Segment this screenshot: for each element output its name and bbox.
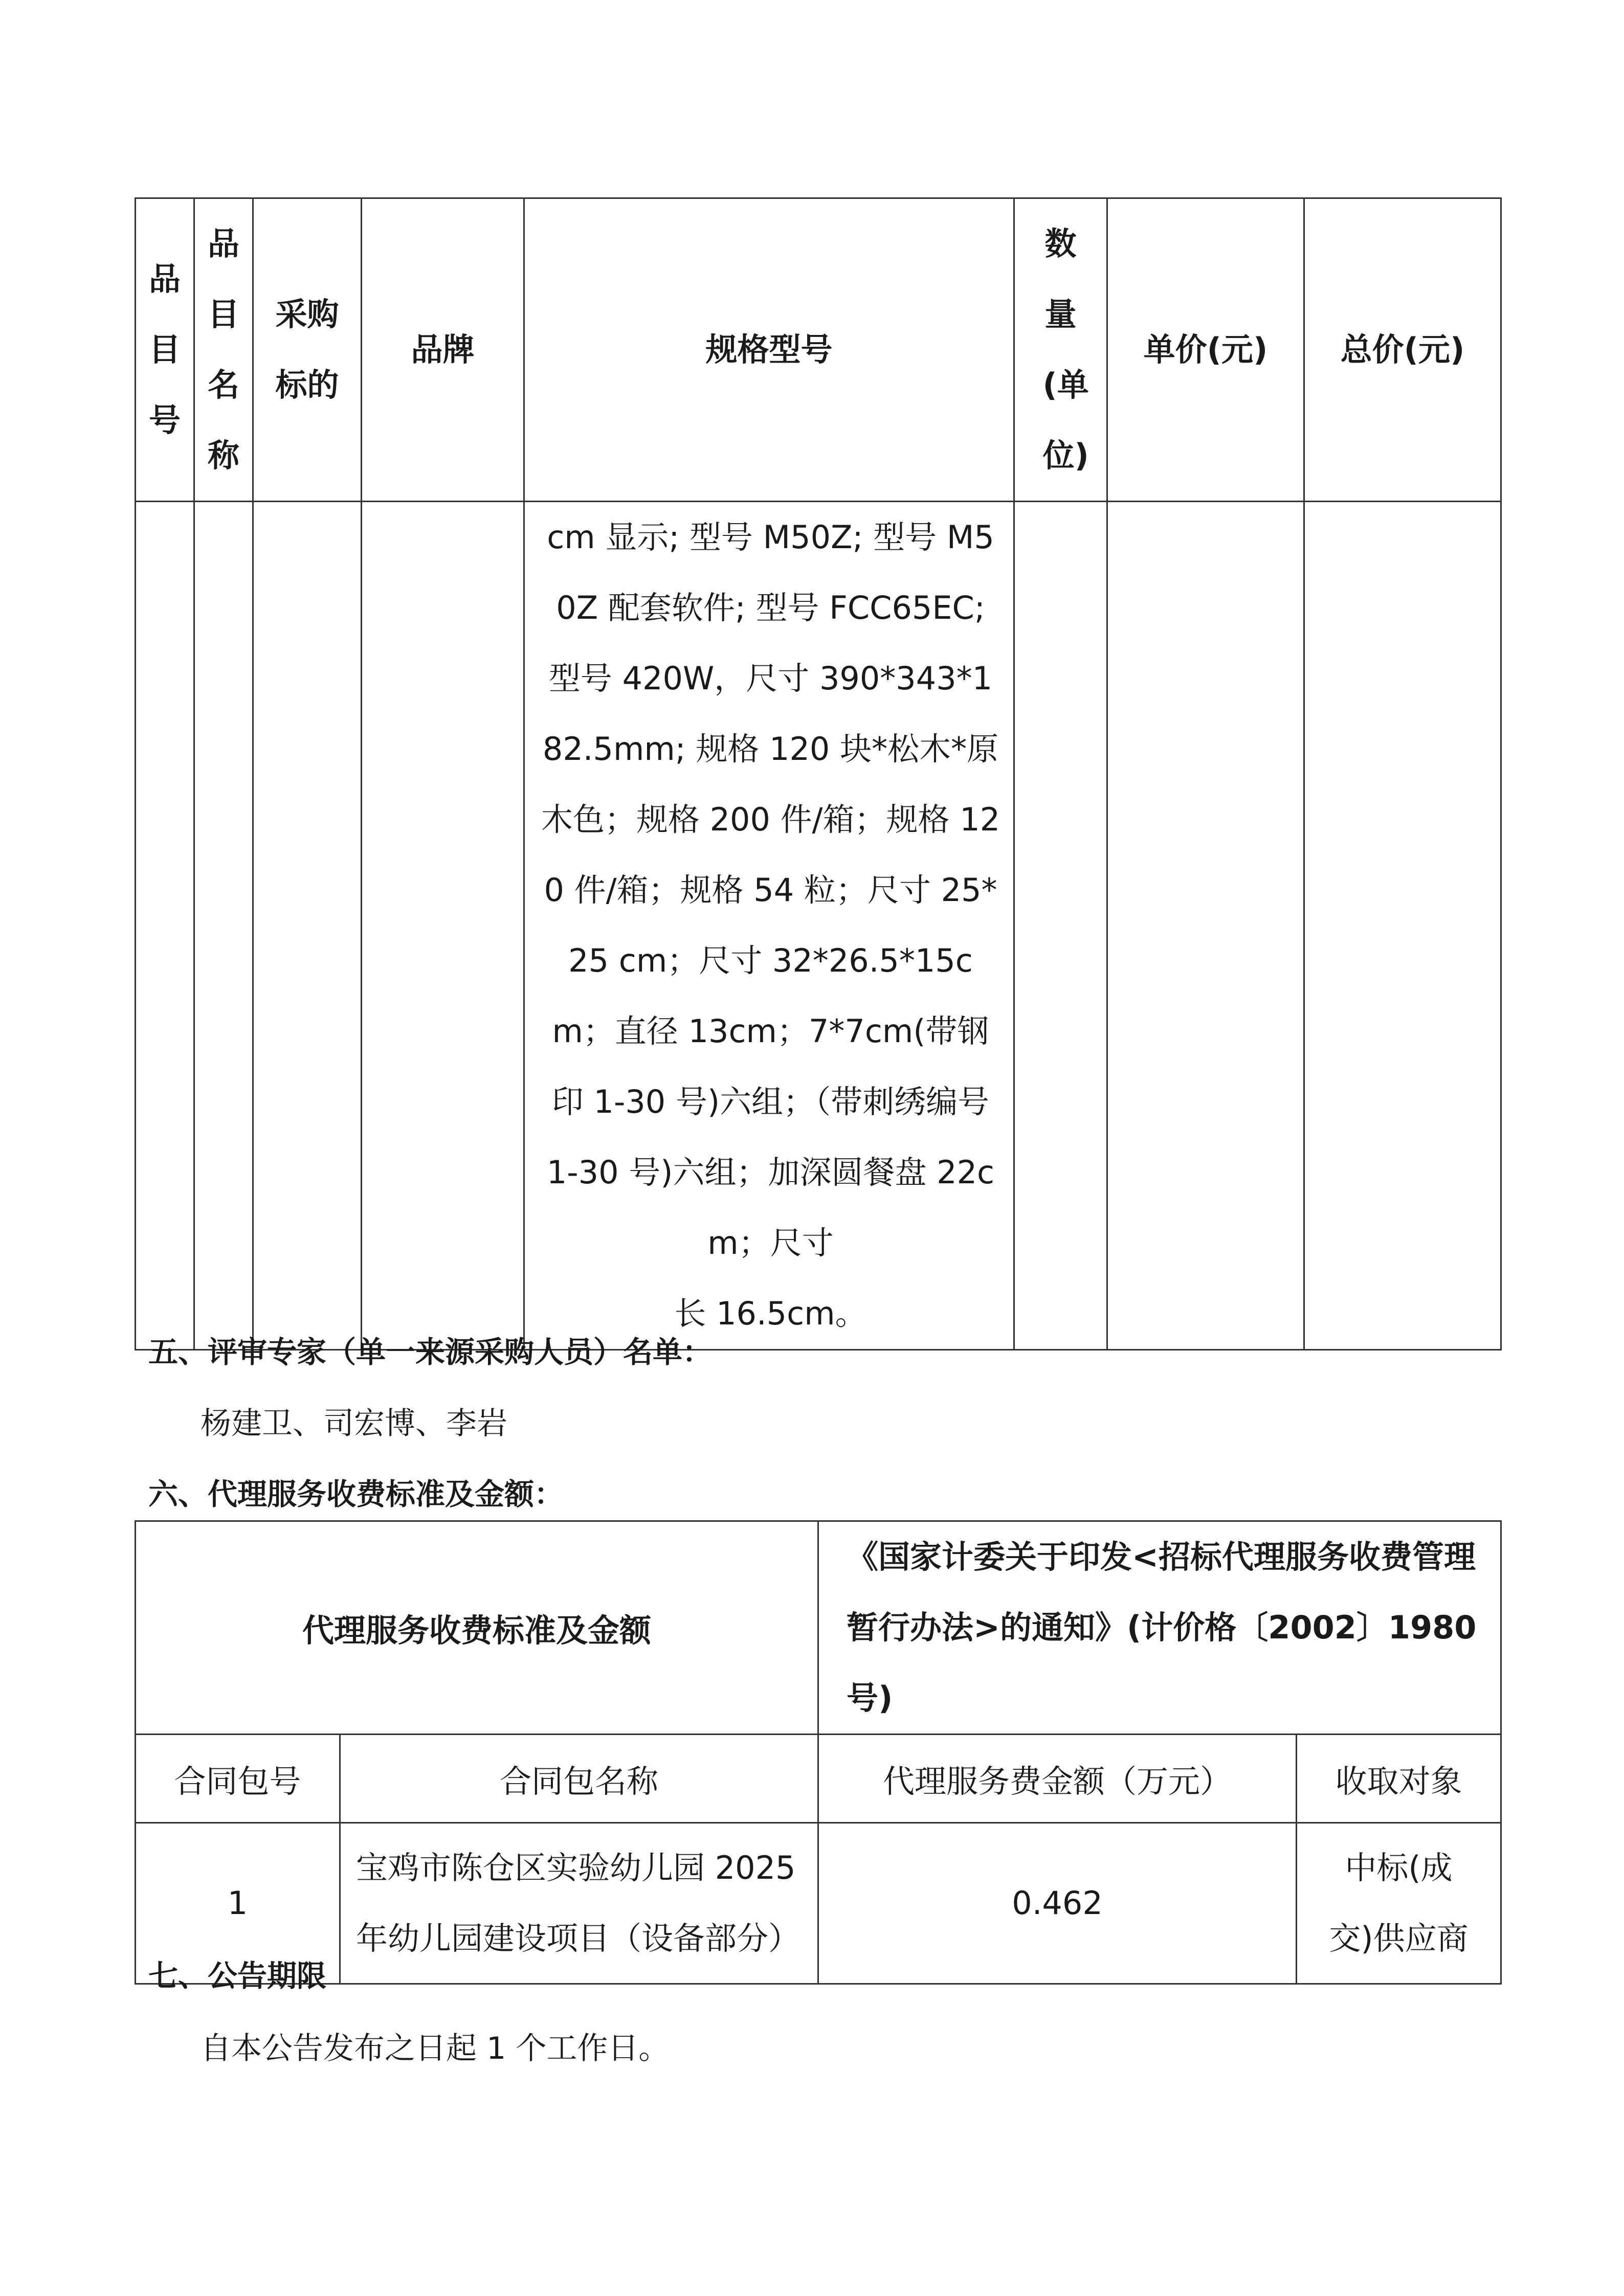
package-name: 宝鸡市陈仓区实验幼儿园 2025 年幼儿园建设项目（设备部分）: [340, 1823, 818, 1984]
spec-text: cm 显示; 型号 M50Z; 型号 M50Z 配套软件; 型号 FCC65EC; 型号 420W，尺寸 390*343*182.5mm; 规格 120 块*松木*原木色；规格 200 件/箱；规格 120 件/箱；规格 54 粒；尺寸 25*25 cm；尺寸 32*26.5*15cm；直径 13cm；7*7cm(带钢印 1-30 号)六组；（带刺绣编号 1-30 号)六组；加深圆餐盘 22cm；尺寸: [541, 519, 1000, 1262]
section6-title: 六、代理服务收费标准及金额：: [148, 1477, 564, 1512]
table-header-row: [136, 198, 1501, 502]
cell-item-name: [194, 502, 253, 1350]
section7-title: 七、公告期限: [148, 1959, 327, 1993]
header-target: 采购标的: [253, 198, 362, 502]
cell-spec: [524, 502, 1014, 1350]
fee-table-header-row: [136, 1735, 1501, 1823]
cell-qty: [1014, 502, 1107, 1350]
header-total-price: 总价(元): [1304, 198, 1501, 502]
header-item-no: 品目号: [136, 198, 194, 502]
procurement-items-table: [135, 197, 1502, 1350]
col-fee-amount: 代理服务费金额（万元）: [818, 1735, 1297, 1823]
col-payer: 收取对象: [1297, 1735, 1501, 1823]
col-package-no: 合同包号: [136, 1735, 340, 1823]
header-brand: 品牌: [362, 198, 524, 502]
cell-total-price: [1304, 502, 1501, 1350]
section7-content: 自本公告发布之日起 1 个工作日。: [201, 2031, 670, 2066]
fee-standard-basis: 《国家计委关于印发<招标代理服务收费管理暂行办法>的通知》(计价格〔2002〕1980 号): [818, 1521, 1501, 1735]
section5-title: 五、评审专家（单一来源采购人员）名单：: [148, 1335, 713, 1369]
payer: 中标(成交)供应商: [1297, 1823, 1501, 1984]
cell-item-no: [136, 502, 194, 1350]
table-row: [136, 1823, 1501, 1984]
cell-brand: [362, 502, 524, 1350]
fee-amount: 0.462: [818, 1823, 1297, 1984]
fee-standard-row: [136, 1521, 1501, 1735]
col-package-name: 合同包名称: [340, 1735, 818, 1823]
header-qty: 数量(单位): [1014, 198, 1107, 502]
header-spec: 规格型号: [524, 198, 1014, 502]
spec-text-last: 长 16.5cm。: [674, 1295, 867, 1332]
cell-target: [253, 502, 362, 1350]
cell-unit-price: [1107, 502, 1304, 1350]
header-item-name: 品目名称: [194, 198, 253, 502]
fee-standard-label: 代理服务收费标准及金额: [136, 1521, 818, 1735]
agency-fee-table: [135, 1520, 1502, 1985]
table-row: [136, 502, 1501, 1350]
package-no: 1: [136, 1823, 340, 1984]
section5-content: 杨建卫、司宏博、李岩: [201, 1406, 507, 1442]
header-unit-price: 单价(元): [1107, 198, 1304, 502]
